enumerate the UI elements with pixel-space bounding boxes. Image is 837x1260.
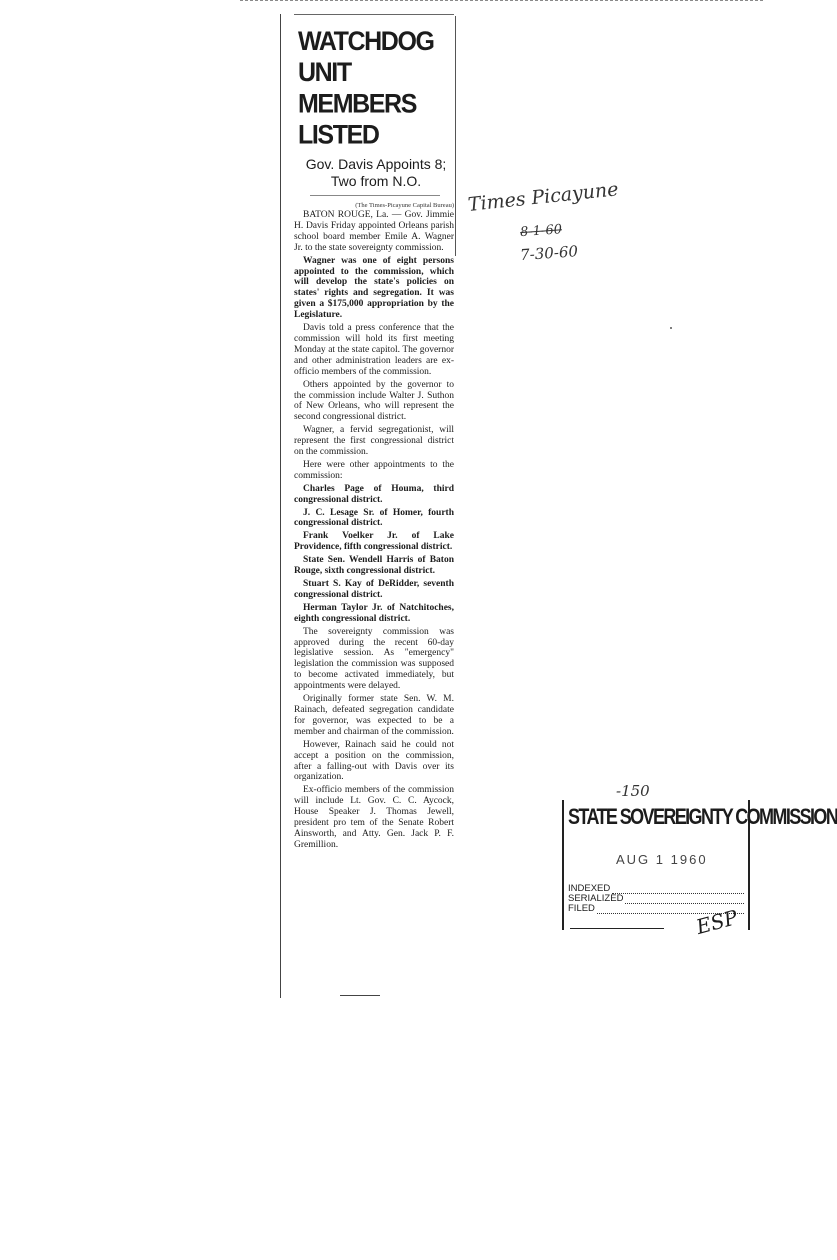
speck	[670, 327, 672, 329]
commission-file-stamp	[562, 782, 837, 939]
clipping-left-rule	[280, 14, 281, 998]
article-paragraph: Originally former state Sen. W. M. Rainach, defeated segregation candidate for governor, was expected to be a member and chairman of the commission.	[294, 694, 454, 737]
article-paragraph: Wagner, a fervid segregationist, will represent the first congressional district on the commission.	[294, 425, 454, 458]
clipping-top-rule	[294, 14, 454, 15]
subheadline-line-1: Gov. Davis Appoints 8;	[305, 156, 447, 172]
handwritten-annotation	[466, 178, 668, 265]
article-paragraph: Wagner was one of eight persons appointed to the commission, which will develop the state's policies on states' rights and segregation. It was given a $175,000 appropriation by the Legislature.	[294, 255, 454, 321]
bureau-credit: (The Times-Picayune Capital Bureau)	[355, 202, 454, 209]
article-paragraph: Ex-officio members of the commission will include Lt. Gov. C. C. Aycock, House Speaker J. Thomas Jewell, president pro tem of the Senate Robert Ainsworth, and Atty. Gen. Jack P. F. Gremillion.	[294, 785, 454, 850]
handwritten-source: Times Picayune	[466, 178, 620, 216]
top-dashed-border	[240, 0, 763, 1]
headline-line-1: WATCHDOG UNIT	[298, 26, 434, 88]
stamp-bottom-line	[570, 928, 664, 929]
stamp-field-label: FILED	[568, 903, 595, 914]
clipping-right-rule	[455, 16, 456, 256]
stamp-field-dots	[612, 885, 744, 894]
article-end-rule	[340, 995, 380, 996]
article-paragraph: Stuart S. Kay of DeRidder, seventh congressional district.	[294, 579, 454, 600]
stamp-field-label: INDEXED	[568, 883, 611, 894]
handwritten-date-struck: 8-1-60	[519, 222, 563, 241]
subheadline-rule	[310, 195, 440, 196]
article-paragraph: Davis told a press conference that the commission will hold its first meeting Monday at the state capitol. The governor and other administration leaders are ex-officio members of the commission.	[294, 323, 454, 377]
subheadline	[298, 156, 454, 190]
stamp-title: STATE SOVEREIGNTY COMMISSION	[568, 804, 837, 829]
article-paragraph: J. C. Lesage Sr. of Homer, fourth congressional district.	[294, 507, 454, 529]
newspaper-clipping	[280, 14, 456, 1000]
article-paragraph: Herman Taylor Jr. of Natchitoches, eighth congressional district.	[294, 602, 454, 624]
article-paragraph: Others appointed by the governor to the commission include Walter J. Suthon of New Orleans, who will represent the second congressional district.	[294, 379, 454, 423]
stamp-file-number: -150	[616, 782, 650, 800]
stamp-field-dots	[625, 895, 744, 904]
article-body	[294, 210, 454, 851]
headline	[298, 26, 454, 151]
article-paragraph: Charles Page of Houma, third congressional district.	[294, 483, 454, 505]
article-paragraph: Here were other appointments to the commission:	[294, 459, 454, 481]
subheadline-line-2: Two from N.O.	[330, 173, 422, 189]
article-paragraph: However, Rainach said he could not accept a position on the commission, after a falling-out with Davis over its organization.	[294, 739, 454, 783]
article-paragraph: The sovereignty commission was approved during the recent 60-day legislative session. As "emergency" legislation the commission was supposed to become activated immediately, but appointments were delayed.	[294, 626, 454, 692]
article-paragraph: Frank Voelker Jr. of Lake Providence, fifth congressional district.	[294, 531, 454, 553]
article-paragraph: BATON ROUGE, La. — Gov. Jimmie H. Davis Friday appointed Orleans parish school board member Emile A. Wagner Jr. to the state sovereignty commission.	[294, 210, 454, 253]
stamp-box	[562, 800, 837, 939]
handwritten-date: 7-30-60	[519, 242, 579, 265]
stamp-initials: ESP	[693, 905, 741, 939]
stamp-date: AUG 1 1960	[616, 852, 708, 867]
article-paragraph: State Sen. Wendell Harris of Baton Rouge, sixth congressional district.	[294, 555, 454, 577]
headline-line-2: MEMBERS LISTED	[298, 88, 416, 151]
stamp-field-label: SERIALIZED	[568, 893, 624, 904]
